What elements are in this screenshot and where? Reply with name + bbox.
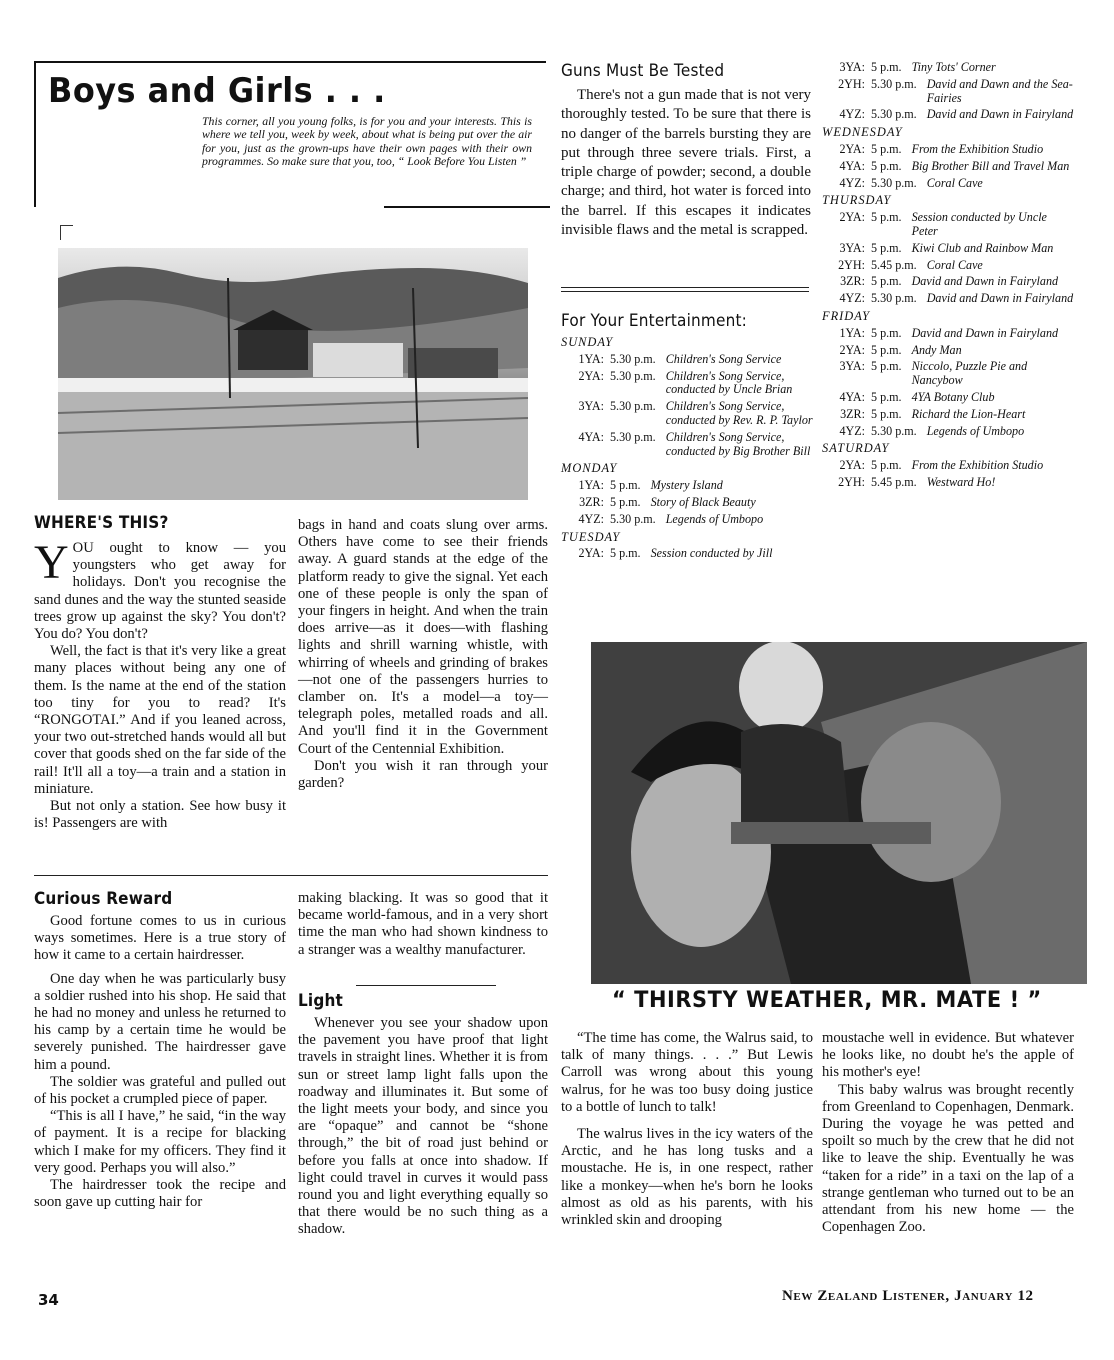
listing-entry: [822, 292, 1074, 306]
program-title: Children's Song Service, conducted by Uncle Brian: [665, 368, 793, 397]
broadcast-time: 5.30 p.m.: [871, 175, 917, 190]
station-code: 4YZ:: [839, 291, 865, 306]
broadcast-time: 5.30 p.m.: [610, 368, 656, 383]
day-heading: SUNDAY: [561, 335, 614, 349]
double-rule: [561, 287, 809, 292]
listing-entry: [561, 513, 816, 527]
broadcast-time: 5 p.m.: [871, 359, 902, 374]
program-title: Story of Black Beauty: [650, 494, 756, 509]
listing-entry: [561, 479, 816, 493]
station-code: 2YA:: [839, 342, 865, 357]
wheres-this-article: [34, 513, 286, 832]
drop-cap: Y: [34, 536, 69, 589]
station-code: 3YA:: [839, 60, 865, 74]
broadcast-time: 5.30 p.m.: [610, 429, 656, 444]
program-title: Session conducted by Jill: [650, 546, 773, 561]
section-rule: [34, 875, 548, 876]
station-model-image: [58, 248, 528, 500]
curious-reward-article: [34, 889, 286, 1211]
listing-entry: [822, 211, 1074, 239]
broadcast-time: 5 p.m.: [871, 389, 902, 404]
listing-entry: [822, 108, 1074, 122]
station-code: 1YA:: [578, 351, 604, 366]
light-heading: Light: [298, 991, 344, 1011]
intro-text: This corner, all you young folks, is for you and your interests. This is where we tell you, week by week, about what is being put over the air for you, just as the grown-ups have their own pages with their own programmes. So make sure that you, too, “ Look Before You Listen ”: [202, 114, 532, 168]
entertainment-heading: For Your Entertainment:: [561, 311, 748, 331]
boys-and-girls-box: [34, 61, 546, 207]
broadcast-time: 5.45 p.m.: [871, 474, 917, 489]
broadcast-time: 5 p.m.: [871, 158, 902, 173]
program-title: Coral Cave: [926, 175, 983, 190]
listing-entry: [822, 476, 1074, 490]
listing-entry: [561, 400, 816, 428]
program-title: Children's Song Service, conducted by Big Brother Bill: [665, 429, 811, 458]
listing-entry: [561, 353, 816, 367]
station-code: 3ZR:: [840, 406, 865, 421]
curious-reward-continued: [298, 890, 548, 959]
program-title: Andy Man: [911, 342, 962, 357]
listing-entry: [822, 259, 1074, 273]
masthead: New Zealand Listener, January 12: [782, 1288, 1034, 1304]
station-code: 4YA:: [578, 429, 604, 444]
station-model-photo: [58, 248, 528, 500]
day-heading: FRIDAY: [822, 308, 870, 323]
program-title: From the Exhibition Studio: [911, 458, 1044, 473]
station-code: 3ZR:: [579, 494, 604, 509]
program-title: Niccolo, Puzzle Pie and Nancybow: [911, 359, 1028, 388]
walrus-paragraph-2: The walrus lives in the icy waters of the Arctic, and he has long tusks and a moustache. He is, in one respect, rather like a monkey—when he's born he looks almost as old as his parents, with his wrinkled skin and drooping: [561, 1126, 813, 1229]
wheres-this-paragraph-2: Well, the fact is that it's very like a great many places without being any one of them. Is the name at the end of the station too tiny for you to read? It's “RONGOTAI.” And if you leaned across, your two out-stretched hands would all but cover that goods shed on the far side of the rail! It'll all a toy—a train and a station in miniature.: [34, 643, 286, 797]
day-heading: WEDNESDAY: [822, 125, 903, 140]
curious-reward-heading: Curious Reward: [34, 889, 173, 909]
walrus-image: [591, 642, 1087, 984]
guns-article: [561, 61, 811, 240]
listing-entry: [561, 370, 816, 398]
curious-paragraph-1: Good fortune comes to us in curious ways sometimes. Here is a true story of how it came to a certain hairdresser.: [34, 913, 286, 964]
station-code: 4YZ:: [839, 423, 865, 438]
program-title: David and Dawn in Fairyland: [926, 107, 1074, 122]
program-title: Coral Cave: [926, 257, 983, 272]
light-article: [298, 991, 548, 1239]
photo-corner-mark: [60, 225, 73, 240]
listing-entry: [561, 547, 816, 561]
broadcast-time: 5 p.m.: [871, 210, 902, 225]
station-code: 4YZ:: [839, 175, 865, 190]
broadcast-time: 5 p.m.: [871, 141, 902, 156]
curious-paragraph-2: One day when he was particularly busy a soldier rushed into his shop. He said that he had no money and unless he returned to his camp by a certain time he would be severely punished. The hairdresser gave him a pound.: [34, 970, 286, 1073]
station-code: 4YZ:: [839, 107, 865, 122]
listing-entry: [822, 143, 1074, 157]
program-title: Tiny Tots' Corner: [911, 60, 996, 74]
station-code: 2YA:: [578, 546, 604, 561]
listing-entry: [822, 160, 1074, 174]
listing-entry: [822, 177, 1074, 191]
station-code: 2YA:: [839, 210, 865, 225]
wheres-this-paragraph-4: bags in hand and coats slung over arms. Others have come to see their friends away. A guard stands at the edge of the platform ready to give the signal. Yet each one of these people is only the span of your fingers in height. And when the train does arrive—as it does—with flashing lights and shrill warning whistle, with whirring of wheels and grinding of brakes—not one of the passengers hurries to clamber on. It's a model—a toy—telegraph poles, metalled roads and all. And you'll find it in the Government Court of the Centennial Exhibition.: [298, 517, 548, 757]
listing-entry: [822, 327, 1074, 341]
broadcast-time: 5.30 p.m.: [871, 423, 917, 438]
listing-entry: [822, 275, 1074, 289]
listing-entry: [822, 425, 1074, 439]
broadcast-time: 5.30 p.m.: [610, 351, 656, 366]
station-code: 3ZR:: [840, 274, 865, 289]
curious-paragraph-3: The soldier was grateful and pulled out of his pocket a crumpled piece of paper.: [34, 1073, 286, 1108]
walrus-photo: [591, 642, 1087, 984]
listing-entry: [822, 360, 1074, 388]
light-paragraph: Whenever you see your shadow upon the pavement you have proof that light travels in straight lines. Whether it is from sun or street lamp light falls upon the roadway and illuminates it. But some of the light meets your body, and since you are “opaque” and cannot be “shone through,” the bit of road just behind or before you falls at once into shadow. If light could travel in curves it would pass round you and light everything equally so that there would be no such thing as a shadow.: [298, 1015, 548, 1238]
listing-entry: [822, 61, 1074, 75]
wheres-this-paragraph-3: But not only a station. See how busy it is! Passengers are with: [34, 798, 286, 832]
curious-paragraph-4: “This is all I have,” he said, “in the way of payment. It is a recipe for blacking which I make for my officers. They find it very good. Perhaps you will also.”: [34, 1108, 286, 1176]
program-title: Children's Song Service: [665, 351, 782, 366]
broadcast-time: 5 p.m.: [610, 478, 641, 493]
broadcast-time: 5 p.m.: [871, 274, 902, 289]
program-title: Mystery Island: [650, 478, 723, 493]
curious-paragraph-6: making blacking. It was so good that it became world-famous, and in a very short time the man who had shown kindness to a stranger was a wealthy manufacturer.: [298, 890, 548, 958]
station-code: 4YA:: [839, 158, 865, 173]
short-rule: [356, 985, 496, 986]
listing-entry: [822, 344, 1074, 358]
curious-paragraph-5: The hairdresser took the recipe and soon gave up cutting hair for: [34, 1177, 286, 1211]
entertainment-listings: [561, 311, 816, 561]
program-title: David and Dawn in Fairyland: [926, 291, 1074, 306]
day-heading: MONDAY: [561, 461, 618, 476]
broadcast-time: 5 p.m.: [871, 325, 902, 340]
broadcast-time: 5.30 p.m.: [871, 107, 917, 122]
listing-entry: [822, 408, 1074, 422]
broadcast-time: 5 p.m.: [871, 342, 902, 357]
wheres-this-heading: WHERE'S THIS?: [34, 513, 169, 533]
program-title: 4YA Botany Club: [911, 389, 995, 404]
station-code: 2YH:: [838, 76, 865, 91]
guns-paragraph: There's not a gun made that is not very thoroughly tested. To be sure that there is no danger of the barrels bursting they are put through three severe trials. First, a triple charge of powder; second, a double charge; and third, hot water is forced into the barrel. If this escapes it indicates invisible flaws and the metal is scrapped.: [561, 87, 811, 239]
listing-entry: [822, 459, 1074, 473]
program-title: Richard the Lion-Heart: [911, 406, 1026, 421]
listings-right: [822, 61, 1074, 490]
program-title: Session conducted by Uncle Peter: [911, 210, 1047, 238]
listing-entry: [561, 496, 816, 510]
walrus-paragraph-1: “The time has come, the Walrus said, to talk of many things. . . .” But Lewis Carroll was wrong about this young walrus, for he was too busy doing justice to a bottle of lunch to talk!: [561, 1030, 813, 1115]
listing-entry: [561, 431, 816, 459]
broadcast-time: 5.30 p.m.: [871, 291, 917, 306]
listings-left: [561, 336, 816, 561]
program-title: From the Exhibition Studio: [911, 141, 1044, 156]
program-title: David and Dawn in Fairyland: [911, 274, 1059, 289]
station-code: 3YA:: [578, 399, 604, 414]
program-title: David and Dawn and the Sea-Fairies: [926, 76, 1073, 105]
program-title: Westward Ho!: [926, 474, 996, 489]
day-heading: THURSDAY: [822, 193, 892, 208]
station-code: 2YA:: [578, 368, 604, 383]
program-title: David and Dawn in Fairyland: [911, 325, 1059, 340]
listings-right-top: [822, 61, 1074, 122]
station-code: 4YZ:: [578, 511, 604, 526]
wheres-this-continued: [298, 517, 548, 792]
broadcast-time: 5.30 p.m.: [871, 76, 917, 91]
day-heading: TUESDAY: [561, 529, 621, 544]
listings-right-days: [822, 126, 1074, 490]
program-title: Big Brother Bill and Travel Man: [911, 158, 1070, 173]
program-title: Children's Song Service, conducted by Rev. R. P. Taylor: [665, 399, 813, 427]
walrus-paragraph-4: This baby walrus was brought recently from Greenland to Copenhagen, Denmark. During the voyage he was petted and spoilt so much by the crew that he did not like to leave the ship. Eventually he was “taken for a ride” in a taxi on the lap of a strange gentleman who turned out to be an attendant from his new home — the Copenhagen Zoo.: [822, 1081, 1074, 1236]
program-title: Legends of Umbopo: [926, 423, 1025, 438]
listing-entry: [822, 78, 1074, 106]
page-title: Boys and Girls . . .: [48, 71, 386, 111]
broadcast-time: 5.30 p.m.: [610, 511, 656, 526]
station-code: 1YA:: [578, 478, 604, 493]
walrus-article-continued: [822, 1030, 1074, 1236]
station-code: 3YA:: [839, 240, 865, 255]
broadcast-time: 5 p.m.: [610, 546, 641, 561]
station-code: 2YH:: [838, 474, 865, 489]
wheres-this-paragraph-1: YOU ought to know — you youngsters who get away for holidays. Don't you recognise the sand dunes and the way the stunted seaside trees grow up against the sky? You don't? You do? You don't?: [34, 536, 286, 643]
station-code: 1YA:: [839, 325, 865, 340]
wheres-this-paragraph-5: Don't you wish it ran through your garden?: [298, 757, 548, 792]
listing-entry: [822, 391, 1074, 405]
program-title: Legends of Umbopo: [665, 511, 764, 526]
page-number: 34: [38, 1291, 59, 1309]
station-code: 2YA:: [839, 141, 865, 156]
guns-heading: Guns Must Be Tested: [561, 61, 725, 81]
broadcast-time: 5 p.m.: [871, 406, 902, 421]
broadcast-time: 5 p.m.: [871, 240, 902, 255]
broadcast-time: 5 p.m.: [871, 60, 902, 74]
box-rule: [384, 206, 550, 208]
walrus-paragraph-3: moustache well in evidence. But whatever he looks like, no doubt he's the apple of his mother's eye!: [822, 1030, 1074, 1081]
broadcast-time: 5.45 p.m.: [871, 257, 917, 272]
broadcast-time: 5.30 p.m.: [610, 399, 656, 414]
station-code: 3YA:: [839, 359, 865, 374]
walrus-article: [561, 1030, 813, 1229]
broadcast-time: 5 p.m.: [871, 458, 902, 473]
station-code: 2YA:: [839, 458, 865, 473]
station-code: 4YA:: [839, 389, 865, 404]
station-code: 2YH:: [838, 257, 865, 272]
broadcast-time: 5 p.m.: [610, 494, 641, 509]
program-title: Kiwi Club and Rainbow Man: [911, 240, 1054, 255]
listing-entry: [822, 242, 1074, 256]
walrus-caption: “ THIRSTY WEATHER, MR. MATE ! ”: [612, 988, 1042, 1013]
day-heading: SATURDAY: [822, 441, 890, 456]
